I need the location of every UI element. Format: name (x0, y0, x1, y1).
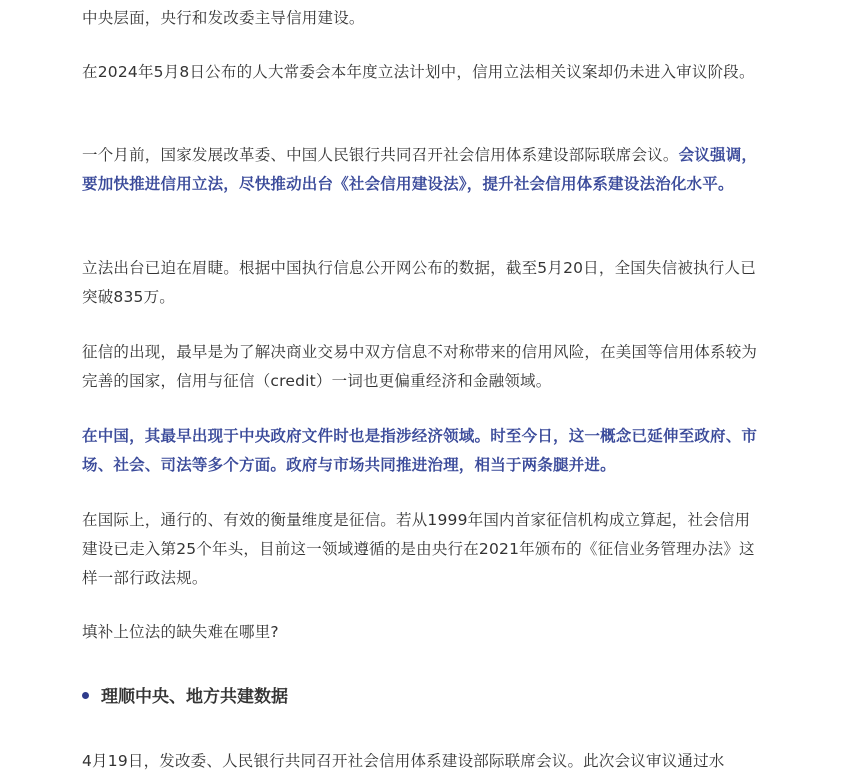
paragraph-international: 在国际上，通行的、有效的衡量维度是征信。若从1999年国内首家征信机构成立算起，社会信用建设已走入第25个年头，目前这一领域遵循的是由央行在2021年颁布的《征信业务管理办法》这样一部行政法规。 (82, 511, 755, 587)
bullet-dot-icon (82, 692, 89, 699)
paragraph-china-emphasis: 在中国，其最早出现于中央政府文件时也是指涉经济领域。时至今日，这一概念已延伸至政府、市场、社会、司法等多个方面。政府与市场共同推进治理，相当于两条腿并进。 (82, 427, 758, 474)
paragraph-legislative-plan: 在2024年5月8日公布的人大常委会本年度立法计划中，信用立法相关议案却仍未进入审议阶段。 (82, 63, 755, 81)
paragraph-credit-origin: 征信的出现，最早是为了解决商业交易中双方信息不对称带来的信用风险，在美国等信用体系较为完善的国家，信用与征信（credit）一词也更偏重经济和金融领域。 (82, 343, 758, 390)
paragraph-central-level: 中央层面，央行和发改委主导信用建设。 (82, 9, 365, 27)
meeting-emphasis-text: 会议强调，要加快推进信用立法，尽快推动出台《社会信用建设法》，提升社会信用体系建设法治化水平。 (82, 146, 758, 193)
section-heading (82, 683, 762, 711)
paragraph-question: 填补上位法的缺失难在哪里? (82, 623, 279, 641)
paragraph-joint-meeting-text: 一个月前，国家发展改革委、中国人民银行共同召开社会信用体系建设部际联席会议。 (82, 146, 679, 164)
section-heading-text: 理顺中央、地方共建数据 (101, 687, 288, 707)
paragraph-joint-meeting (82, 141, 762, 199)
paragraph-april-meeting: 4月19日，发改委、人民银行共同召开社会信用体系建设部际联席会议。此次会议审议通过水 (82, 752, 725, 770)
paragraph-urgency: 立法出台已迫在眉睫。根据中国执行信息公开网公布的数据，截至5月20日，全国失信被执行人已突破835万。 (82, 259, 756, 306)
